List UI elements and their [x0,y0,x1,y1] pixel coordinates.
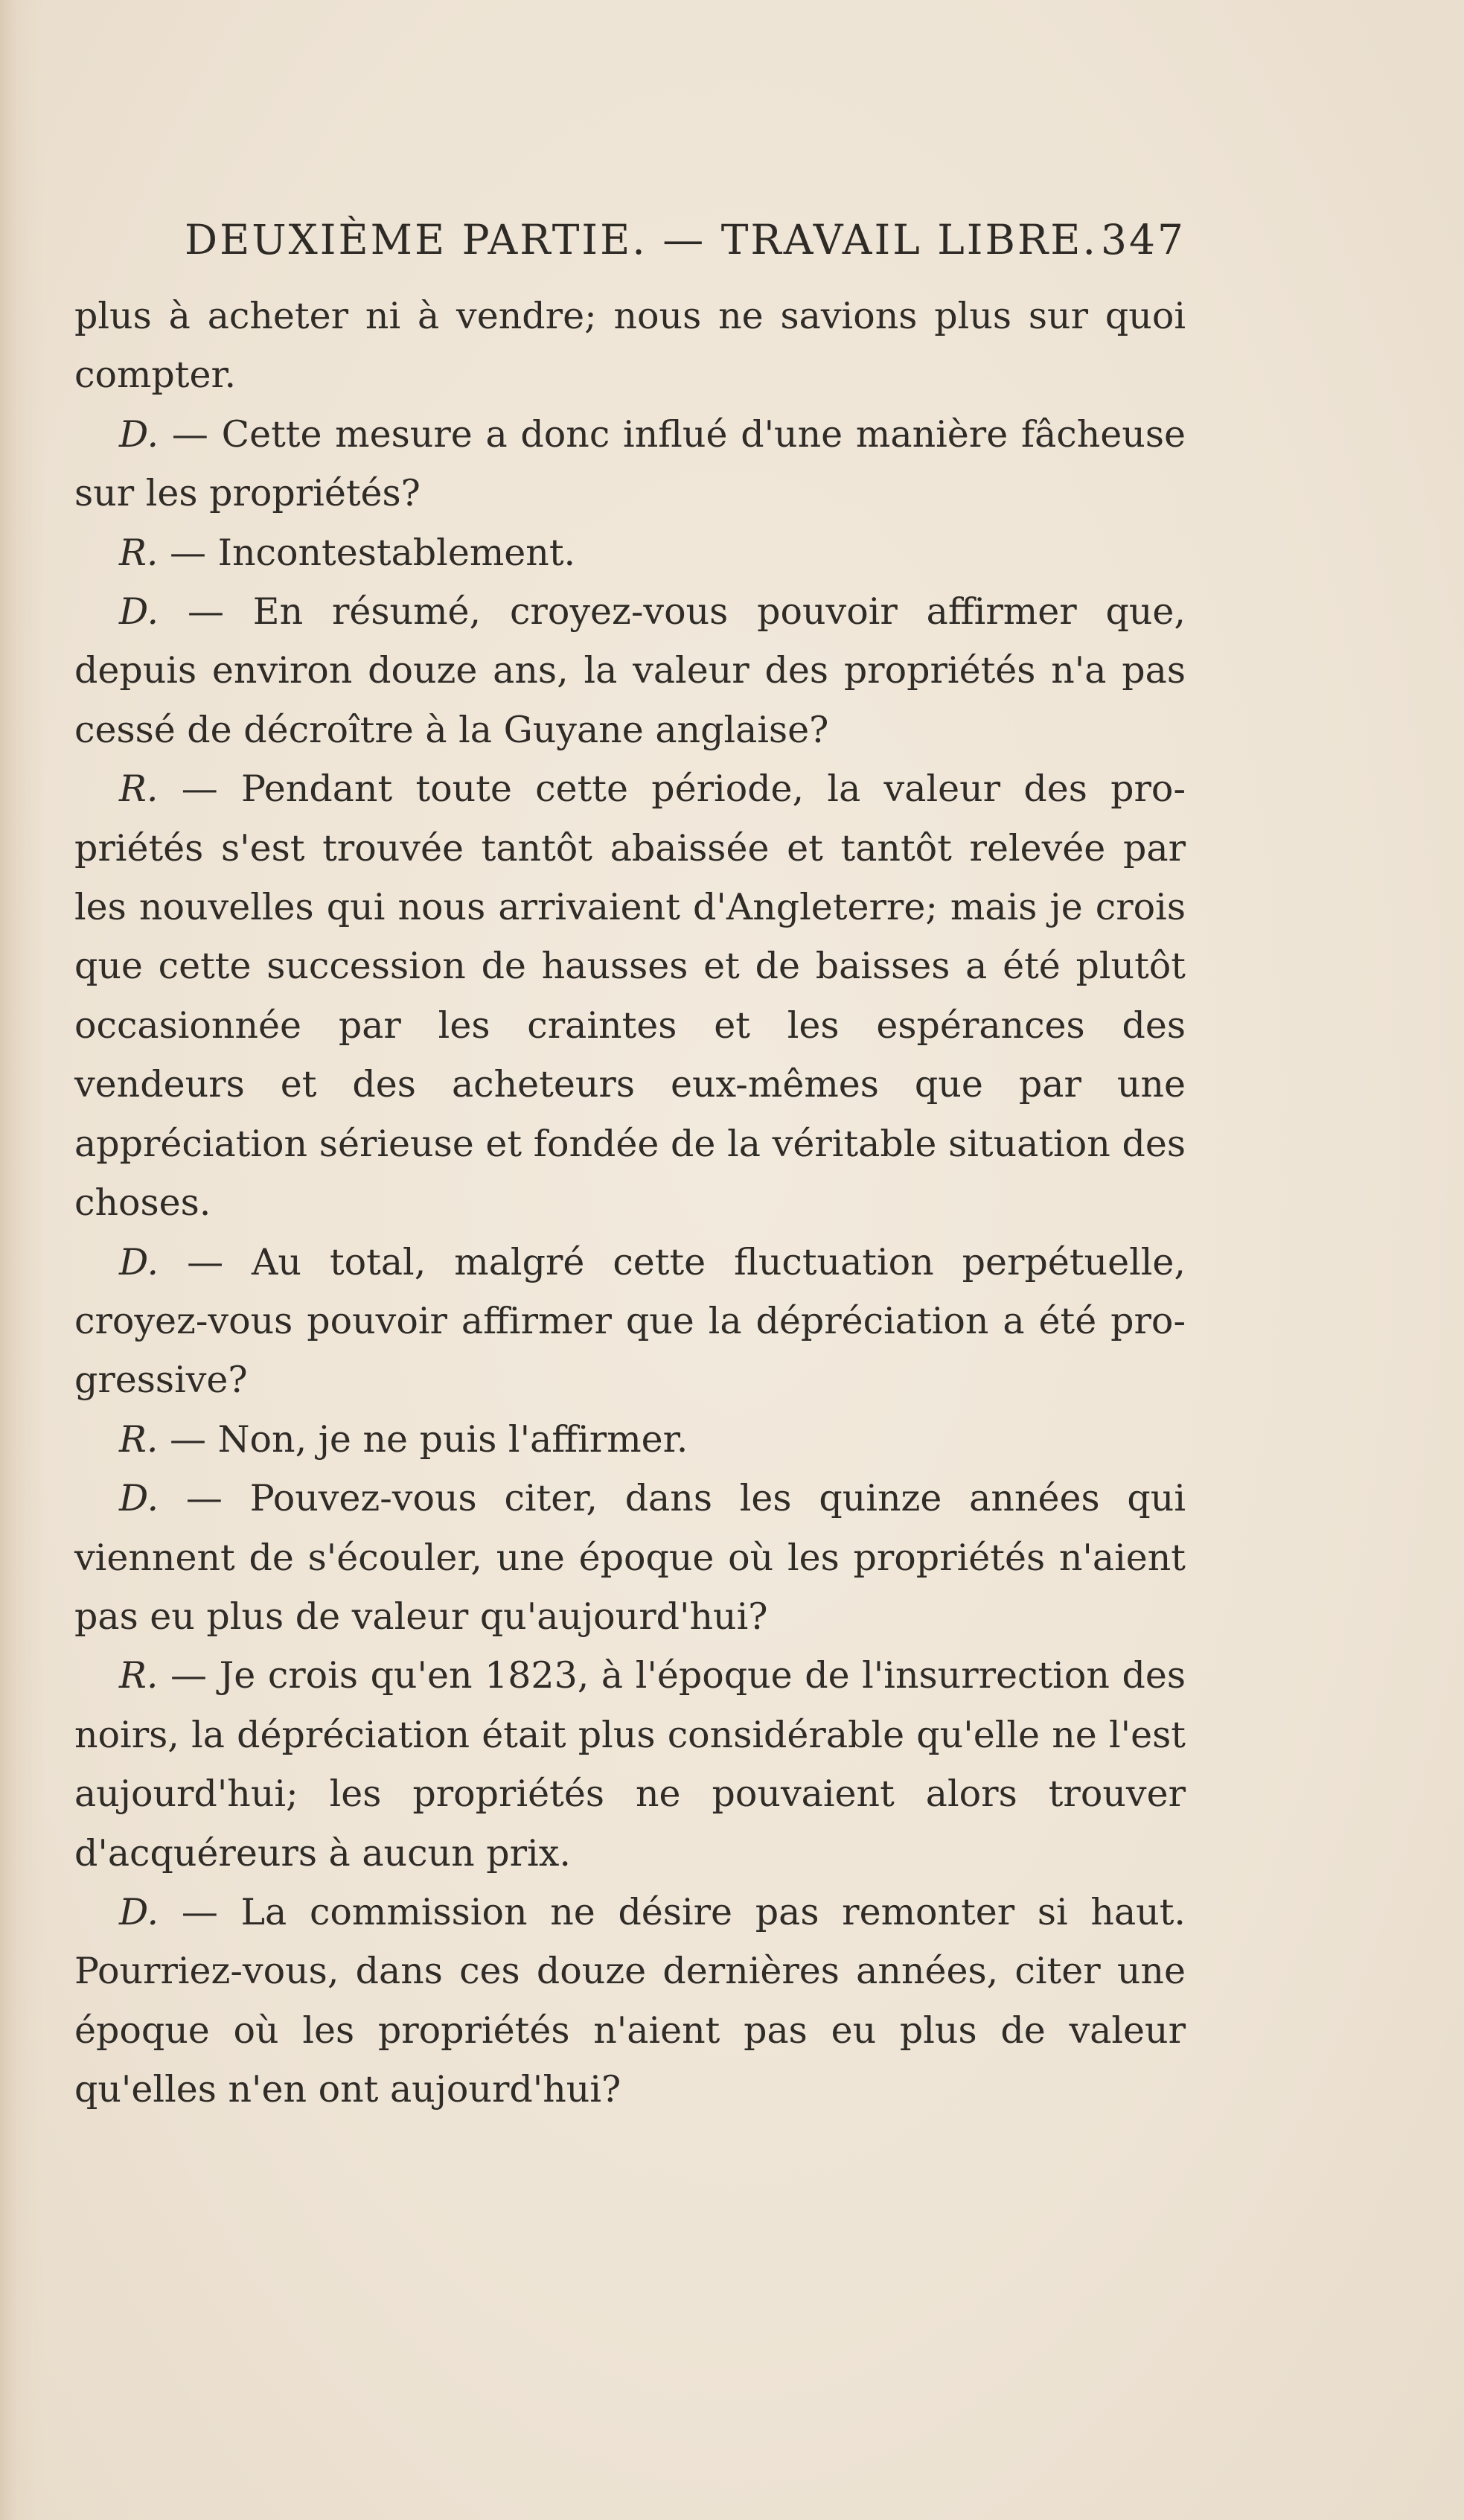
speaker-label: R. [119,1654,159,1697]
paragraph-answer [74,1410,1186,1469]
paragraph-text: — Incontestablement. [158,531,576,574]
paragraph-question [74,582,1186,759]
speaker-label: R. [119,1417,159,1461]
speaker-label: D. [119,1890,159,1933]
body-text [74,287,1186,2119]
speaker-label: D. [119,412,159,456]
paragraph-text: — Pouvez-vous citer, dans les quinze années qui viennent de s'écouler, une époque où les propriétés n'aient pas eu plus de valeur qu'aujourd'hui? [74,1477,1186,1638]
paragraph-text: — La commission ne désire pas remonter si haut. Pourriez-vous, dans ces douze dernières années, citer une époque où les propriétés n'aient pas eu plus de valeur qu'elles n'en ont aujourd'hui? [74,1890,1186,2111]
paragraph-question [74,1233,1186,1410]
paragraph-question [74,1883,1186,2119]
page-header [185,216,1186,283]
paragraph-answer [74,523,1186,582]
page-gutter-shadow [0,0,45,2520]
paragraph-text: — Cette mesure a donc influé d'une manière fâcheuse sur les propriétés? [74,412,1186,515]
paragraph-text: — Non, je ne puis l'affirmer. [158,1417,688,1461]
paragraph-question [74,405,1186,523]
speaker-label: D. [119,590,159,634]
paragraph-text: — En résumé, croyez-vous pouvoir affirmer que, depuis environ douze ans, la valeur des propriétés n'a pas cessé de décroître à la Guyane anglaise? [74,590,1186,751]
paragraph-text: plus à acheter ni à vendre; nous ne savions plus sur quoi compter. [74,295,1186,397]
paragraph-answer [74,1646,1186,1883]
page-number: 347 [1101,216,1186,264]
speaker-label: R. [119,531,159,574]
paragraph-answer [74,759,1186,1232]
paragraph-question [74,1469,1186,1646]
speaker-label: D. [119,1477,159,1520]
paragraph-text: — Pendant toute cette période, la valeur des propriétés s'est trouvée tantôt abaissée et tantôt relevée par les nouvelles qui nous arrivaient d'Angleterre; mais je crois que cette succession de hausses et de baisses a été plutôt occasionnée par les craintes et les espérances des vendeurs et des acheteurs eux-mêmes que par une appréciation sérieuse et fondée de la véritable situation des choses. [74,768,1186,1225]
running-title: DEUXIÈME PARTIE. — TRAVAIL LIBRE. [185,216,1098,264]
paragraph-text: — Au total, malgré cette fluctuation perpétuelle, croyez-vous pouvoir affirmer que la dépréciation a été progressive? [74,1240,1186,1402]
paragraph-continuation [74,287,1186,405]
speaker-label: R. [119,768,159,811]
paragraph-text: — Je crois qu'en 1823, à l'époque de l'insurrection des noirs, la dépréciation était plus considérable qu'elle ne l'est aujourd'hui; les propriétés ne pouvaient alors trouver d'acquéreurs à aucun prix. [74,1654,1186,1875]
speaker-label: D. [119,1240,159,1283]
